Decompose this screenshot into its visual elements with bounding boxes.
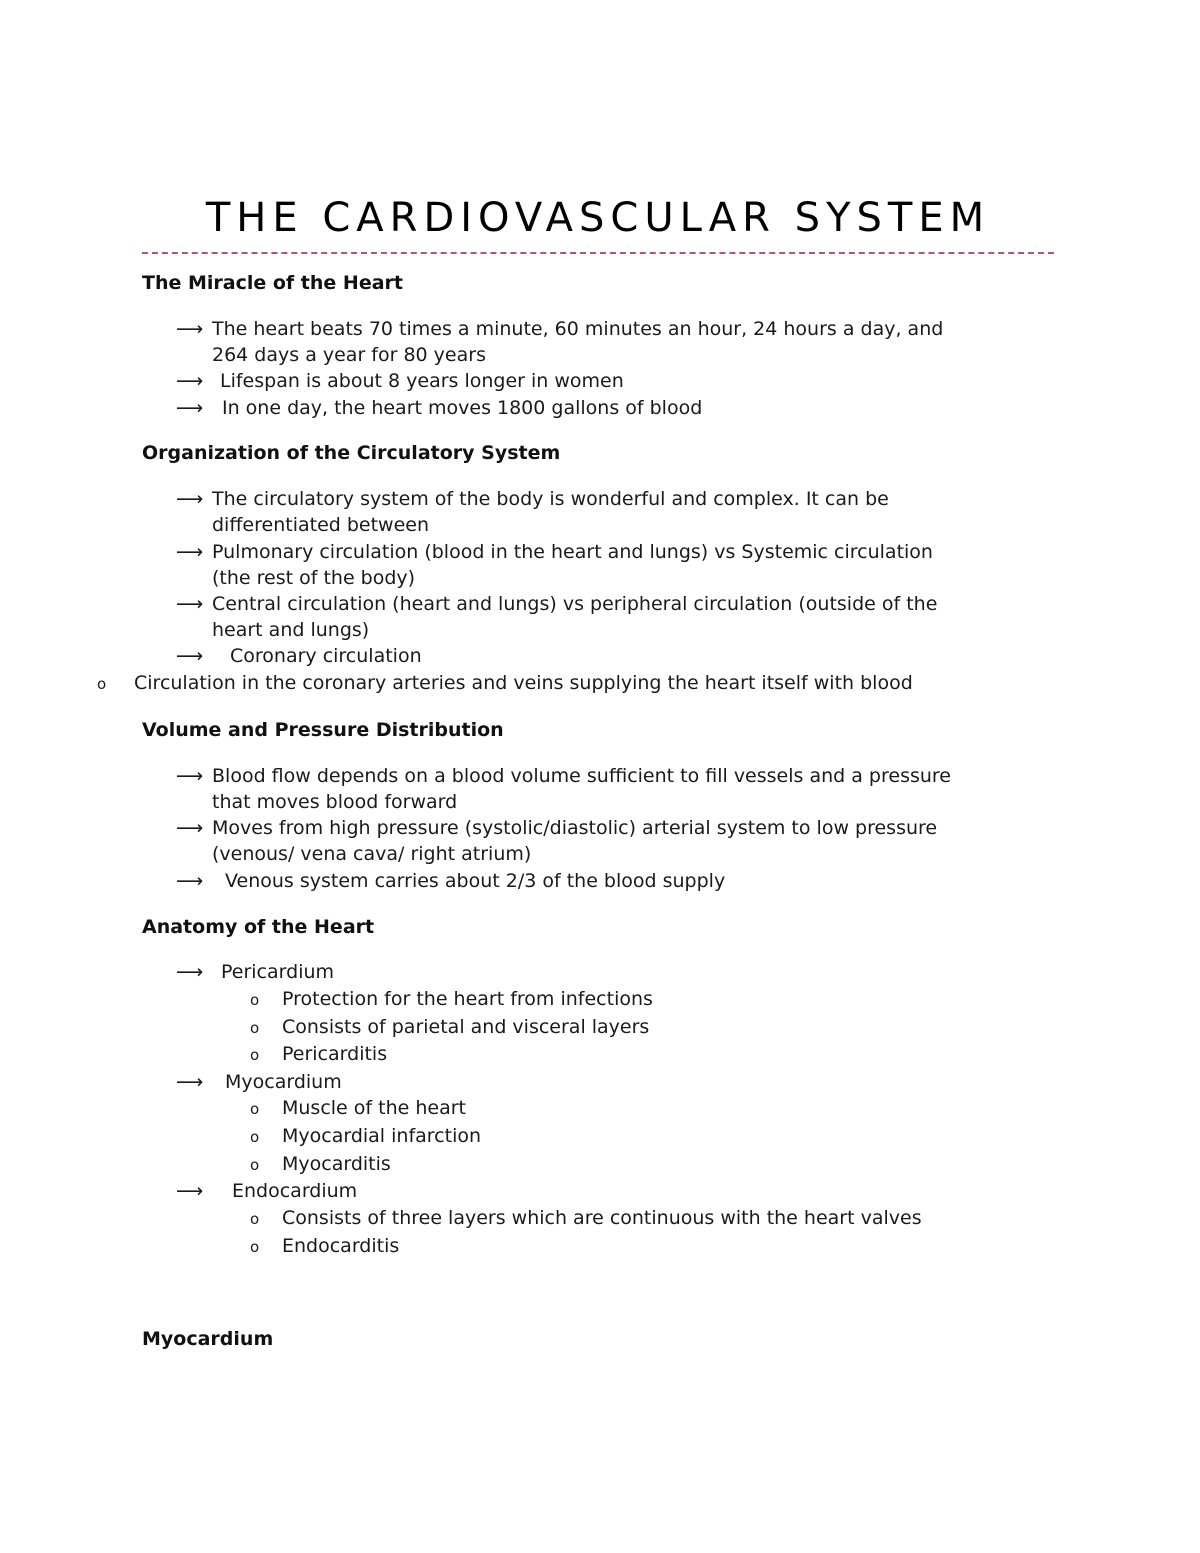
- circle-bullet-icon: o: [250, 1238, 260, 1256]
- list-item-continuation: (venous/ vena cava/ right atrium): [212, 843, 532, 865]
- arrow-bullet-icon: ⟶: [176, 817, 204, 839]
- sub-list-item: Myocardial infarction: [282, 1125, 482, 1147]
- sub-list-item: Consists of parietal and visceral layers: [282, 1016, 650, 1038]
- circle-bullet-icon: o: [250, 1019, 260, 1037]
- section-heading: Organization of the Circulatory System: [142, 442, 561, 464]
- sub-list-item: Protection for the heart from infections: [282, 988, 653, 1010]
- list-item-continuation: 264 days a year for 80 years: [212, 344, 486, 366]
- list-item: Lifespan is about 8 years longer in women: [220, 370, 624, 392]
- list-item: The circulatory system of the body is wonderful and complex. It can be: [212, 488, 889, 510]
- list-item: Blood flow depends on a blood volume sufficient to fill vessels and a pressure: [212, 765, 951, 787]
- arrow-bullet-icon: ⟶: [176, 541, 204, 563]
- sub-list-item: Consists of three layers which are continuous with the heart valves: [282, 1207, 922, 1229]
- list-item: Pulmonary circulation (blood in the heart and lungs) vs Systemic circulation: [212, 541, 933, 563]
- circle-bullet-icon: o: [250, 1100, 260, 1118]
- circle-bullet-icon: o: [97, 675, 107, 693]
- arrow-bullet-icon: ⟶: [176, 1071, 204, 1093]
- list-item: Venous system carries about 2/3 of the blood supply: [225, 870, 726, 892]
- title-divider: [142, 252, 1054, 254]
- list-item-continuation: that moves blood forward: [212, 791, 458, 813]
- list-item-continuation: heart and lungs): [212, 619, 370, 641]
- circle-bullet-icon: o: [250, 1210, 260, 1228]
- circle-bullet-icon: o: [250, 1046, 260, 1064]
- section-heading: Anatomy of the Heart: [142, 916, 375, 938]
- arrow-bullet-icon: ⟶: [176, 397, 204, 419]
- arrow-bullet-icon: ⟶: [176, 1180, 204, 1202]
- circle-bullet-icon: o: [250, 1128, 260, 1146]
- arrow-bullet-icon: ⟶: [176, 318, 204, 340]
- page-title: THE CARDIOVASCULAR SYSTEM: [205, 195, 991, 241]
- list-item: In one day, the heart moves 1800 gallons of blood: [222, 397, 703, 419]
- list-item: Moves from high pressure (systolic/diastolic) arterial system to low pressure: [212, 817, 938, 839]
- list-item: Coronary circulation: [230, 645, 422, 667]
- sub-list-item: Pericarditis: [282, 1043, 388, 1065]
- list-item: Central circulation (heart and lungs) vs peripheral circulation (outside of the: [212, 593, 938, 615]
- section-heading: Myocardium: [142, 1328, 274, 1350]
- list-item: Myocardium: [225, 1071, 342, 1093]
- circle-bullet-icon: o: [250, 1156, 260, 1174]
- sub-list-item: Endocarditis: [282, 1235, 400, 1257]
- list-item: Endocardium: [232, 1180, 358, 1202]
- list-item: Pericardium: [221, 961, 335, 983]
- arrow-bullet-icon: ⟶: [176, 870, 204, 892]
- arrow-bullet-icon: ⟶: [176, 961, 204, 983]
- list-item-continuation: differentiated between: [212, 514, 430, 536]
- arrow-bullet-icon: ⟶: [176, 645, 204, 667]
- list-item: The heart beats 70 times a minute, 60 minutes an hour, 24 hours a day, and: [212, 318, 944, 340]
- section-heading: Volume and Pressure Distribution: [142, 719, 504, 741]
- list-item-continuation: (the rest of the body): [212, 567, 416, 589]
- sub-list-item: Muscle of the heart: [282, 1097, 466, 1119]
- arrow-bullet-icon: ⟶: [176, 488, 204, 510]
- arrow-bullet-icon: ⟶: [176, 765, 204, 787]
- sub-list-item: Circulation in the coronary arteries and veins supplying the heart itself with blood: [134, 672, 913, 694]
- arrow-bullet-icon: ⟶: [176, 370, 204, 392]
- arrow-bullet-icon: ⟶: [176, 593, 204, 615]
- section-heading: The Miracle of the Heart: [142, 272, 403, 294]
- circle-bullet-icon: o: [250, 991, 260, 1009]
- sub-list-item: Myocarditis: [282, 1153, 391, 1175]
